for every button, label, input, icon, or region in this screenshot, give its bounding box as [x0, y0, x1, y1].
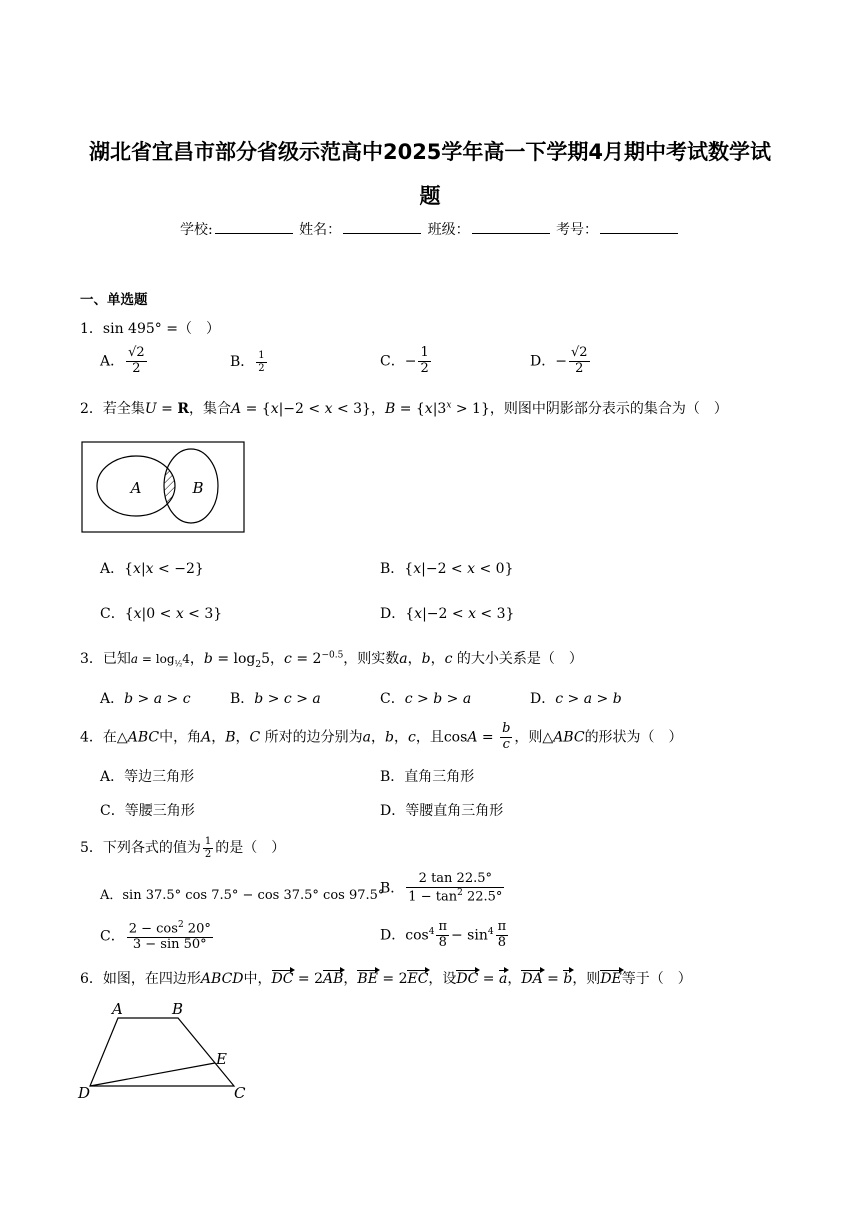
question-2: 2．若全集U = R，集合A = {x|−2 < x < 3}，$B = \{x|3^x > 1\}$，则图中阴影部分表示的集合为（ ） — [80, 400, 728, 417]
q5-c-label: C． — [100, 928, 125, 945]
q1-c-value: $\frac{1}{2}$ — [420, 345, 429, 376]
q1-b-value: $\frac{1}{2}$ — [258, 350, 265, 374]
q5-option-b — [380, 872, 506, 905]
title-line-1: 湖北省宜昌市部分省级示范高中2025学年高一下学期4月期中考试数学试 — [88, 140, 772, 164]
q5-d-frac-2: $\frac{\pi}{8}$ — [497, 919, 507, 950]
q3-number: 3． — [80, 651, 103, 667]
venn-label-a: A — [130, 479, 142, 497]
q2-b-label: B． — [380, 561, 405, 577]
quadrilateral-abcd — [90, 1018, 234, 1086]
q3-stem-b: ，则实数 — [343, 651, 400, 667]
q2-option-c: C．{x|0 < x < 3} — [100, 606, 223, 622]
number-label: 考号： — [556, 222, 599, 238]
q3-c-label: C． — [380, 691, 405, 707]
class-blank — [472, 221, 550, 234]
q5-a-label: A． — [100, 888, 123, 903]
q2-d-label: D． — [380, 606, 406, 622]
q2-stem-b: ，集合 — [189, 401, 232, 417]
question-6: 6．如图，在四边形ABCD中，DC = 2AB，BE = 2EC，设DC = a，DA = b，则DE等于（ ） — [80, 971, 692, 987]
q4-stem-c: 所对的边分别为 — [264, 729, 363, 746]
school-label: 学校: — [179, 222, 213, 238]
q3-option-b: B．b > c > a — [230, 691, 321, 707]
q1-option-a — [100, 346, 149, 377]
name-blank — [343, 221, 421, 234]
question-4: 4．在△ABC中，角A，B，C 所对的边分别为a，b，c，且cosA = $\frac{b}{c}$ ，则△ABC的形状为（ ） — [80, 721, 683, 752]
q4-stem-d: ，且 — [415, 729, 444, 746]
q5-d-frac-1: $\frac{\pi}{8}$ — [438, 919, 447, 950]
label-d: D — [78, 1084, 91, 1102]
section-heading: 一、单选题 — [80, 292, 148, 308]
q6-stem-d: ，则 — [572, 971, 601, 987]
q5-number: 5． — [80, 840, 103, 856]
q1-b-label: B． — [230, 354, 255, 370]
q2-option-b: B．{x|−2 < x < 0} — [380, 561, 514, 577]
title-line-2: 题 — [419, 184, 441, 208]
q2-c-label: C． — [100, 606, 125, 622]
q3-a-label: A． — [100, 691, 125, 707]
q2-stem-a: 若全集 — [102, 401, 145, 417]
q5-b-label: B． — [380, 880, 405, 897]
q5-stem-b: 的是（ ） — [215, 840, 286, 856]
q4-fraction: $\frac{b}{c}$ — [502, 721, 511, 752]
q3-b-label: B． — [230, 691, 255, 707]
q3-stem-a: 已知 — [102, 651, 131, 667]
q5-option-a: A．sin 37.5° cos 7.5° − cos 37.5° cos 97.5° — [100, 888, 385, 903]
label-c: C — [234, 1084, 246, 1102]
q1-a-label: A． — [100, 353, 125, 370]
q2-a-label: A． — [100, 561, 125, 577]
q3-d-label: D． — [530, 691, 556, 707]
q3-stem-c: 的大小关系是（ ） — [456, 651, 583, 667]
number-blank — [600, 221, 678, 234]
name-label: 姓名： — [299, 222, 342, 238]
q5-option-c — [100, 920, 215, 953]
label-e: E — [216, 1050, 227, 1068]
q1-option-b — [230, 350, 269, 374]
q1-d-value: $\frac{√2}{2}$ — [570, 345, 588, 376]
q2-stem-c: ，则图中阴影部分表示的集合为（ ） — [489, 401, 728, 417]
venn-label-b: B — [192, 479, 204, 497]
q1-option-c: C．− $\frac{1}{2}$ — [380, 345, 429, 376]
q6-stem-c: ，设 — [428, 971, 457, 987]
q4-number: 4． — [80, 729, 103, 746]
label-a: A — [112, 1000, 123, 1018]
q2-option-d: D．{x|−2 < x < 3} — [380, 606, 515, 622]
q4-option-a: A．等边三角形 — [100, 769, 195, 785]
school-blank — [215, 221, 293, 234]
q3-option-a: A．b > a > c — [100, 691, 191, 707]
q1-option-d: D．− $\frac{√2}{2}$ — [530, 345, 588, 376]
q2-option-a: A．{x|x < −2} — [100, 561, 204, 577]
q4-stem-f: 的形状为（ ） — [584, 729, 683, 746]
question-1 — [80, 318, 220, 338]
q4-option-b: B．直角三角形 — [380, 769, 475, 785]
q1-number: 1． — [80, 321, 103, 337]
q3-option-c: C．c > b > a — [380, 691, 472, 707]
q5-stem-a: 下列各式的值为 — [102, 840, 201, 856]
venn-diagram — [80, 440, 248, 536]
q6-stem-b: 中， — [243, 971, 272, 987]
q5-b-value: $\frac{2 \tan 22.5^\circ}{1 - \tan^2 22.5^\circ}$ — [408, 871, 503, 905]
q1-d-label: D． — [530, 353, 556, 370]
q1-c-label: C． — [380, 353, 405, 370]
q2-number: 2． — [80, 401, 103, 417]
q5-half: $\frac{1}{2}$ — [204, 836, 212, 860]
q6-number: 6． — [80, 971, 103, 987]
q5-d-label: D． — [380, 927, 406, 944]
q3-option-d: D．c > a > b — [530, 691, 622, 707]
q1-a-value: $\frac{√2}{2}$ — [128, 345, 145, 376]
student-info — [0, 219, 860, 239]
class-label: 班级： — [427, 222, 470, 238]
q6-stem-e: 等于（ ） — [621, 971, 692, 987]
quadrilateral-figure — [74, 998, 258, 1104]
q4-stem-a: 在△ — [102, 729, 128, 746]
q4-option-d: D．等腰直角三角形 — [380, 803, 504, 819]
q1-stem: sin 495° =（ ） — [102, 321, 220, 337]
q4-option-c: C．等腰三角形 — [100, 803, 195, 819]
q5-option-d: D．$\cos^4$ $\frac{\pi}{8}$ − $\sin^4$ $\frac{\pi}{8}$ — [380, 919, 507, 950]
q6-stem-a: 如图，在四边形 — [102, 971, 201, 987]
question-3: 3．已知$a = \log_{\frac{1}{2}}4$，$b = \log_25$，$c = 2^{-0.5}$，则实数a，b，c 的大小关系是（ ） — [80, 650, 583, 670]
label-b: B — [172, 1000, 184, 1018]
question-5 — [80, 836, 285, 860]
q5-c-value: $\frac{2 - \cos^2 20^\circ}{3 - \sin 50^\circ}$ — [128, 920, 211, 953]
q4-stem-b: 中，角 — [159, 729, 202, 746]
segment-de — [90, 1063, 215, 1086]
q4-stem-e: ，则△ — [514, 729, 554, 746]
